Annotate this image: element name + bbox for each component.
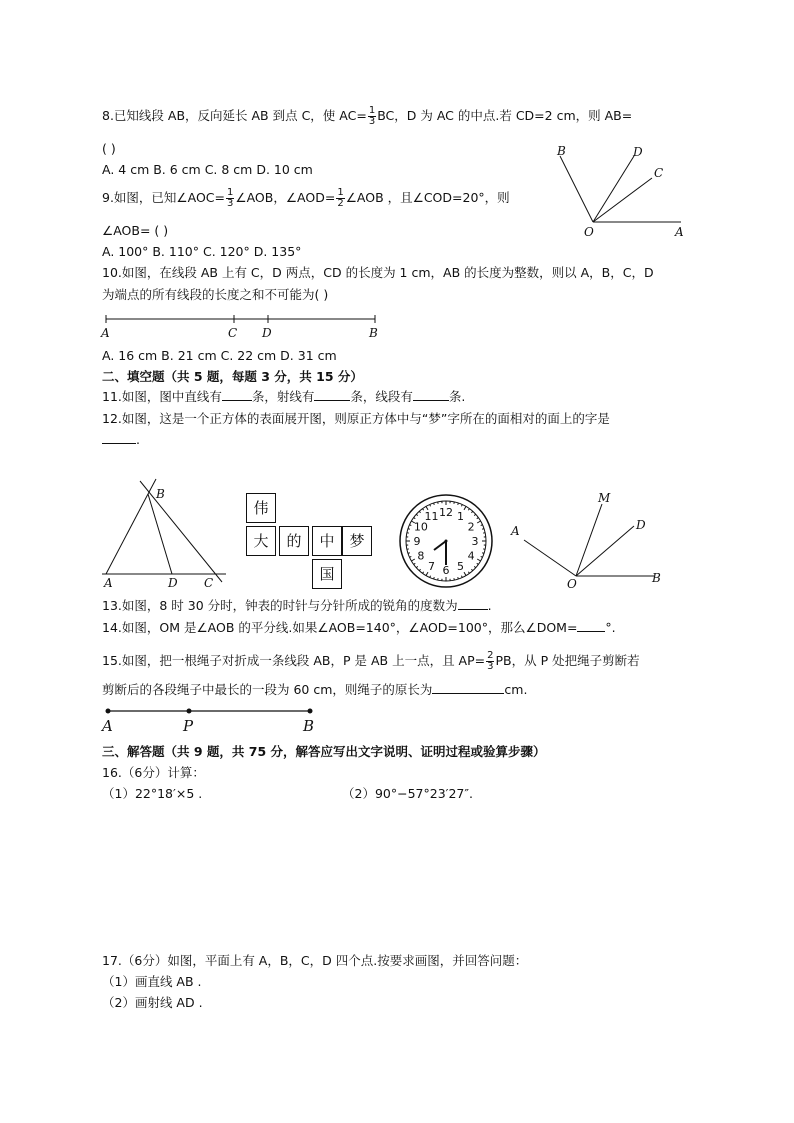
q14-line (102, 620, 616, 636)
q15-frac-den: 3 (487, 661, 494, 672)
q13-end: . (487, 598, 492, 613)
clock-tick (408, 553, 410, 554)
clock-tick (461, 576, 462, 578)
clock-tick (482, 529, 484, 530)
clock-tick (416, 566, 417, 567)
clock-numeral: 2 (467, 520, 475, 534)
q17-title: 17.（6分）如图，平面上有 A，B，C，D 四个点.按要求画图，并回答问题： (102, 953, 528, 968)
clock-tick (477, 517, 479, 518)
point-b (308, 709, 313, 714)
clock-numeral: 4 (467, 549, 475, 563)
tri-label-b: B (156, 487, 165, 501)
clock-numeral: 10 (413, 520, 428, 534)
q14-blank[interactable] (577, 620, 605, 632)
q11-text-b: 条，射线有 (251, 389, 315, 404)
clock-tick (434, 577, 435, 579)
q14-text: 14.如图，OM 是∠AOB 的平分线.如果∠AOB=140°，∠AOD=100°，那么∠DOM= (102, 620, 578, 635)
q9-label-b: B (557, 144, 566, 158)
q8-text-a: 8.已知线段 AB，反向延长 AB 到点 C，使 AC= (102, 108, 367, 123)
ang-label-o: O (567, 577, 577, 590)
q15-blank[interactable] (432, 682, 504, 694)
q16-part2: （2）90°−57°23′27″. (342, 786, 474, 801)
ang-label-m: M (598, 491, 611, 505)
clock-center (445, 540, 448, 543)
clock-tick (430, 504, 431, 506)
q11-text-c: 条，线段有 (350, 389, 413, 404)
q11-blank-rays[interactable] (314, 389, 350, 401)
clock-tick (477, 563, 479, 564)
clock-tick (464, 572, 466, 575)
q12-line2 (102, 432, 140, 448)
q9-line2: ∠AOB= ( ) (102, 223, 169, 238)
q11-blank-segments[interactable] (413, 389, 449, 401)
ang-label-b: B (652, 571, 661, 585)
clock-numeral: 9 (413, 535, 421, 548)
q15-line1 (102, 651, 640, 672)
q15-fraction (486, 651, 494, 672)
section2-heading: 二、填空题（共 5 题，每题 3 分，共 15 分） (102, 369, 363, 384)
ray-oc (593, 178, 652, 222)
q9-options: A. 100° B. 110° C. 120° D. 135° (102, 244, 302, 259)
q15-frac-num: 2 (487, 650, 494, 661)
net-cell-zhong: 中 (312, 526, 342, 556)
q8-fraction (368, 106, 376, 127)
q17-part1: （1）画直线 AB . (102, 974, 202, 989)
q15-text-b: PB，从 P 处把绳子剪断若 (495, 653, 640, 668)
angle-bisector-figure (506, 490, 676, 590)
q9-label-c: C (654, 166, 664, 180)
point-a (106, 709, 111, 714)
clock-tick (471, 569, 472, 570)
clock-tick (430, 576, 431, 578)
q15-label-a: A (102, 717, 113, 735)
point-p (187, 709, 192, 714)
line-ab (106, 494, 148, 574)
tri-label-d: D (168, 576, 178, 590)
q15-text-c: 剪断后的各段绳子中最长的一段为 60 cm，则绳子的原长为 (102, 682, 433, 697)
q8-options: A. 4 cm B. 6 cm C. 8 cm D. 10 cm (102, 162, 313, 177)
line-bc (140, 481, 222, 582)
q10-line2: 为端点的所有线段的长度之和不可能为( ) (102, 287, 329, 302)
clock-tick (461, 504, 462, 506)
q10-line1: 10.如图，在线段 AB 上有 C，D 两点，CD 的长度为 1 cm，AB 的长度为整数，则以 A，B，C，D (102, 265, 654, 280)
clock-tick (422, 509, 423, 511)
q11-blank-lines[interactable] (222, 389, 252, 401)
q13-blank[interactable] (458, 598, 488, 610)
q9-label-a: A (675, 225, 684, 239)
q11-text-a: 11.如图，图中直线有 (102, 389, 222, 404)
clock-tick (409, 525, 411, 526)
net-cell-da: 大 (246, 526, 276, 556)
q9-f1-den: 3 (227, 198, 234, 209)
clock-numeral: 7 (428, 560, 435, 574)
q10-segment-figure (100, 310, 390, 342)
net-cell-wei: 伟 (246, 493, 276, 523)
q15-rope-figure (100, 703, 330, 737)
clock-tick (464, 506, 466, 509)
q9-line1 (102, 188, 510, 209)
q9-fraction-1 (226, 188, 234, 209)
q15-text-d: cm. (504, 682, 528, 697)
clock-tick (477, 559, 480, 561)
net-cell-de: 的 (279, 526, 309, 556)
clock-tick (481, 525, 483, 526)
clock-numeral: 1 (457, 509, 464, 523)
ray-ob (560, 156, 593, 222)
clock-numeral: 3 (471, 535, 479, 548)
q13-line (102, 598, 492, 614)
q9-f2-num: 1 (337, 187, 344, 198)
clock-tick (468, 572, 469, 574)
q14-end: °. (605, 620, 616, 635)
hour-hand (434, 541, 446, 550)
q10-options: A. 16 cm B. 21 cm C. 22 cm D. 31 cm (102, 348, 337, 363)
q9-text-a: 9.如图，已知∠AOC= (102, 190, 226, 205)
ang-label-d: D (636, 518, 646, 532)
q10-label-d: D (262, 326, 272, 340)
tri-label-c: C (204, 576, 214, 590)
q15-label-b: B (303, 717, 315, 735)
q15-line2 (102, 682, 527, 698)
q12-end: . (136, 432, 140, 447)
clock-tick (468, 509, 469, 511)
clock-tick (434, 503, 435, 505)
net-cell-meng: 梦 (342, 526, 372, 556)
q17-part2: （2）画射线 AD . (102, 995, 203, 1010)
clock-numeral: 6 (442, 564, 450, 577)
q15-label-p: P (183, 717, 194, 735)
section3-heading: 三、解答题（共 9 题，共 75 分，解答应写出文字说明、证明过程或验算步骤） (102, 744, 546, 759)
q8-line1 (102, 106, 632, 127)
clock-tick (482, 553, 484, 554)
q9-label-o: O (584, 225, 594, 239)
triangle-figure (100, 478, 230, 590)
clock-tick (458, 577, 459, 579)
ray-oa (524, 540, 576, 576)
clock-numeral: 8 (417, 549, 425, 563)
clock-numeral: 12 (439, 506, 453, 519)
q9-text-b: ∠AOB，∠AOD= (235, 190, 336, 205)
clock-tick (414, 563, 416, 564)
tri-label-a: A (104, 576, 113, 590)
clock-tick (411, 559, 414, 561)
clock-tick (474, 514, 475, 515)
q9-f1-num: 1 (227, 187, 234, 198)
clock-tick (471, 511, 472, 512)
q9-f2-den: 2 (337, 198, 344, 209)
q15-text-a: 15.如图，把一根绳子对折成一条线段 AB，P 是 AB 上一点，且 AP= (102, 653, 486, 668)
net-cell-guo: 国 (312, 559, 342, 589)
q9-angle-figure (548, 140, 698, 240)
q12-line1: 12.如图，这是一个正方体的表面展开图，则原正方体中与“梦”字所在的面相对的面上的字是 (102, 411, 610, 426)
q9-fraction-2 (336, 188, 344, 209)
q9-label-d: D (633, 145, 643, 159)
q10-label-b: B (369, 326, 378, 340)
q10-label-c: C (228, 326, 238, 340)
q10-label-a: A (101, 326, 110, 340)
clock-tick (409, 556, 411, 557)
q8-text-b: BC，D 为 AC 的中点.若 CD=2 cm，则 AB= (377, 108, 633, 123)
clock-tick (419, 511, 420, 512)
clock-tick (477, 521, 480, 523)
clock-numeral: 11 (424, 509, 439, 523)
clock-tick (422, 572, 423, 574)
clock-tick (414, 517, 416, 518)
q9-text-c: ∠AOB ，且∠COD=20°，则 (345, 190, 510, 205)
q8-frac-num: 1 (368, 105, 376, 116)
clock-tick (408, 529, 410, 530)
clock-tick (419, 569, 420, 570)
clock-tick (416, 514, 417, 515)
q16-part1: （1）22°18′×5 . (102, 786, 203, 801)
clock-figure (398, 493, 494, 589)
q8-frac-den: 3 (368, 116, 376, 127)
clock-numeral: 5 (457, 560, 464, 574)
q8-paren: ( ) (102, 141, 116, 156)
q12-blank[interactable] (102, 432, 136, 444)
q13-text: 13.如图，8 时 30 分时，钟表的时针与分针所成的锐角的度数为 (102, 598, 458, 613)
q11-line (102, 389, 465, 405)
q11-text-d: 条. (448, 389, 466, 404)
q16-title: 16.（6分）计算： (102, 765, 205, 780)
ang-label-a: A (511, 524, 520, 538)
ray-od (593, 156, 634, 222)
clock-tick (474, 566, 475, 567)
clock-tick (481, 556, 483, 557)
clock-tick (458, 503, 459, 505)
